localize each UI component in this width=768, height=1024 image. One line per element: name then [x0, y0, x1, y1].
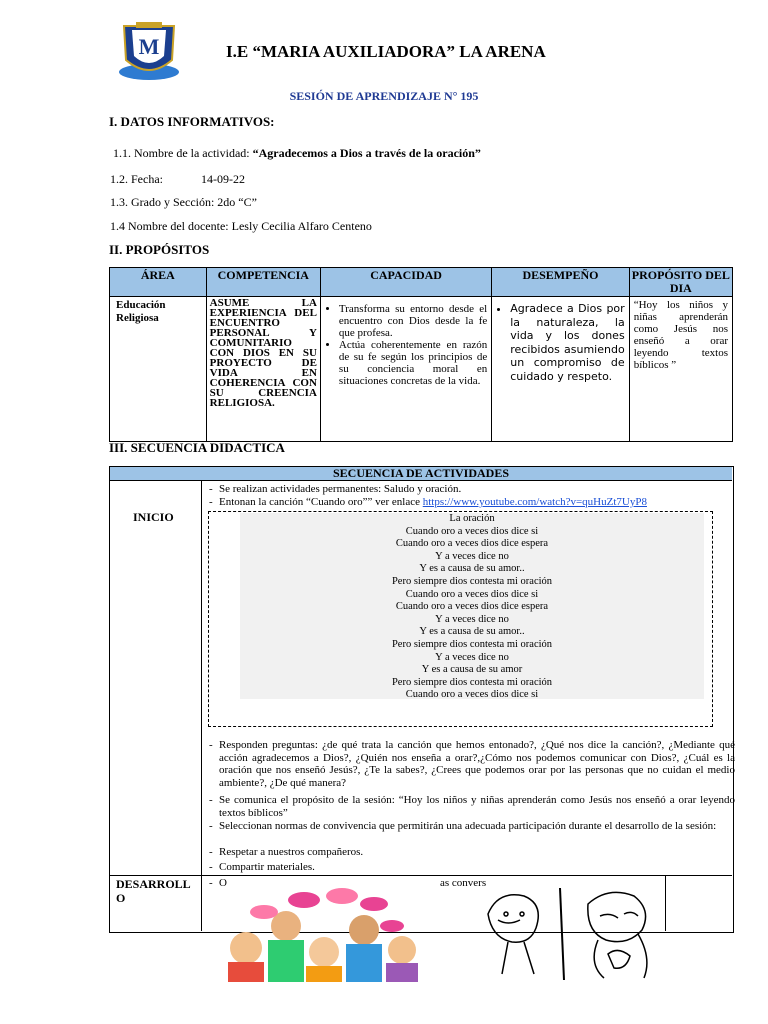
list-item: - Seleccionan normas de convivencia que permitirán una adecuada participación durante el desarrollo de la sesión: — [209, 820, 717, 832]
item-text: Compartir materiales. — [219, 861, 315, 873]
lyric-line: Y es a causa de su amor.. — [419, 626, 525, 638]
lyric-line: Cuando oro a veces dios dice si — [405, 689, 539, 701]
col-desempeno: DESEMPEÑO — [492, 268, 629, 297]
secuencia-table-title: SECUENCIA DE ACTIVIDADES — [110, 467, 732, 481]
people-talking-illustration — [224, 886, 424, 982]
list-item: - Respetar a nuestros compañeros. — [209, 846, 364, 858]
column-divider — [665, 875, 666, 931]
lyric-line: Pero siempre dios contesta mi oración — [391, 676, 553, 688]
desempeno-item: • Agradece a Dios por la naturaleza, la vida y los dones recibidos asumiendo un compromiso de cuidado y respeto. — [510, 302, 624, 383]
activity-line — [113, 146, 481, 161]
song-lyrics — [240, 513, 704, 699]
lyric-line: La oración — [449, 513, 495, 524]
inicio-label: INICIO — [133, 510, 174, 524]
lyric-line: Cuando oro a veces dios dice espera — [395, 538, 549, 550]
column-divider — [201, 481, 202, 931]
list-item: - Se realizan actividades permanentes: Saludo y oración. — [209, 483, 462, 495]
truncated-text: as convers — [440, 877, 487, 889]
grade-line: 1.3. Grado y Sección: 2do “C” — [110, 195, 257, 209]
lyric-line: Y a veces dice no — [435, 651, 509, 663]
col-area: ÁREA — [110, 268, 207, 297]
school-name: I.E “MARIA AUXILIADORA” LA ARENA — [226, 42, 546, 61]
capacidad-item: • Actúa coherentemente en razón de su fe según los principios de su conciencia moral en situaciones concretas de la vida. — [339, 339, 487, 387]
capacidad-cell — [320, 297, 491, 442]
youtube-link[interactable]: https://www.youtube.com/watch?v=quHuZt7UyP8 — [422, 496, 647, 508]
lyric-line: Pero siempre dios contesta mi oración — [391, 575, 553, 587]
date-value: 14-09-22 — [201, 172, 245, 186]
activity-prefix: 1.1. Nombre de la actividad: — [113, 146, 253, 160]
datos-heading: I. DATOS INFORMATIVOS: — [109, 114, 275, 129]
lyric-line: Y es a causa de su amor.. — [419, 563, 525, 575]
desarrollo-label: DESARROLLO — [116, 877, 191, 905]
list-item: - Responden preguntas: ¿de qué trata la canción que hemos entonado?, ¿Qué nos dice la canción?, ¿Mediante qué acción agradecemos a Dios?, ¿Quién nos enseña a orar?,¿Cómo nos podemos comunicar con Dios?, ¿Cuál es la oración que nos enseñó Jesús?, ¿Te la sabes?, ¿Crees que podemos orar por las personas que no cuidan el medio ambiente?, ¿De qué manera? — [209, 739, 735, 789]
lyric-line: Cuando oro a veces dios dice si — [405, 525, 539, 537]
list-item: - Entonan la canción “Cuando oro”” ver enlace https://www.youtube.com/watch?v=quHuZt7UyP8 — [209, 496, 647, 508]
session-title: SESIÓN DE APRENDIZAJE N° 195 — [289, 89, 479, 103]
item-text: Se realizan actividades permanentes: Saludo y oración. — [219, 483, 462, 495]
school-logo — [112, 20, 186, 82]
list-item: - Se comunica el propósito de la sesión: “Hoy los niños y niñas aprenderán como Jesús nos enseñó a orar leyendo textos bíblicos” — [209, 794, 735, 819]
svg-text:M: M — [138, 34, 160, 59]
secuencia-heading: III. SECUENCIA DIDACTICA — [109, 440, 285, 455]
item-text: Se comunica el propósito de la sesión: “Hoy los niños y niñas aprenderán como Jesús nos enseñó a orar leyendo textos bíblicos” — [219, 794, 735, 819]
col-capacidad: CAPACIDAD — [320, 268, 491, 297]
date-label: 1.2. Fecha: — [110, 172, 163, 186]
propositos-heading: II. PROPÓSITOS — [109, 242, 210, 257]
lyric-line: Cuando oro a veces dios dice espera — [395, 601, 549, 613]
col-competencia: COMPETENCIA — [206, 268, 320, 297]
list-item: - O — [209, 877, 227, 889]
row-divider — [110, 875, 732, 876]
list-item: - Compartir materiales. — [209, 861, 315, 873]
item-text: Entonan la canción “Cuando oro”” ver enlace — [219, 496, 423, 508]
propositos-table — [109, 267, 733, 442]
capacidad-item: • Transforma su entorno desde el encuentro con Dios desde la fe que profesa. — [339, 303, 487, 339]
col-proposito: PROPÓSITO DEL DIA — [629, 268, 732, 297]
teacher-line: 1.4 Nombre del docente: Lesly Cecilia Alfaro Centeno — [110, 219, 372, 233]
area-cell: Educación Religiosa — [110, 297, 207, 442]
item-text: Respetar a nuestros compañeros. — [219, 846, 364, 858]
item-text: Responden preguntas: ¿de qué trata la canción que hemos entonado?, ¿Qué nos dice la canción?, ¿Mediante qué acción agradecemos a Dios?, ¿Quién nos enseña a orar?,¿Cómo nos podemos comunicar con Dios?, ¿Cuál es la oración que nos enseñó Jesús?, ¿Te la sabes?, ¿Crees que podemos orar por las personas que no cuidan el medio ambiente?, ¿De qué manera? — [219, 739, 735, 789]
desempeno-cell — [492, 297, 629, 442]
lyric-line: Cuando oro a veces dios dice si — [405, 588, 539, 600]
lyric-line: Pero siempre dios contesta mi oración — [391, 638, 553, 650]
lyric-line: Y es a causa de su amor — [421, 664, 523, 676]
competencia-cell: ASUME LA EXPERIENCIA DEL ENCUENTRO PERSONAL Y COMUNITARIO CON DIOS EN SU PROYECTO DE VIDA EN COHERENCIA CON SU CREENCIA RELIGIOSA. — [206, 297, 320, 442]
activity-name: “Agradecemos a Dios a través de la oración” — [252, 146, 481, 160]
lyric-line: Y a veces dice no — [435, 613, 509, 625]
lyric-line: Y a veces dice no — [435, 550, 509, 562]
proposito-cell: “Hoy los niños y niñas aprenderán como Jesús nos enseñó a orar leyendo textos bíblicos ” — [629, 297, 732, 442]
children-drawing-illustration — [468, 884, 664, 980]
item-text: O — [219, 877, 227, 889]
item-text: Seleccionan normas de convivencia que permitirán una adecuada participación durante el desarrollo de la sesión: — [219, 820, 717, 832]
